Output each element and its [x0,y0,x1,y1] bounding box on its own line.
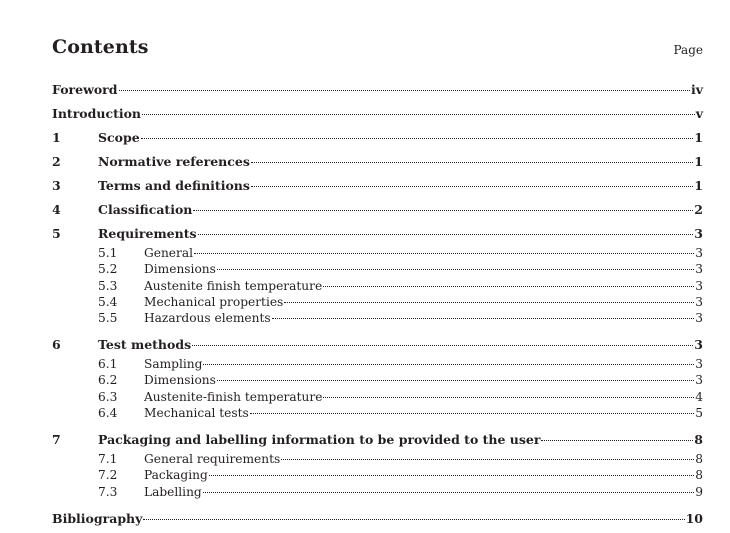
toc-subentry-page: 9 [695,484,703,499]
toc-subentry[interactable] [52,390,703,406]
contents-heading: Contents [52,36,149,58]
toc-subentry-page: 8 [695,452,703,467]
toc-entry-number: 7 [52,432,61,448]
toc-subentry-title[interactable]: General requirements [144,452,281,467]
dot-leader [209,475,694,476]
toc-subentry[interactable] [52,295,703,311]
toc-entry-number: 4 [52,202,61,217]
toc-subentry-page: 4 [695,389,703,404]
dot-leader [192,345,693,346]
toc-entry[interactable] [52,104,703,128]
toc-subentry-number: 5.3 [98,278,118,293]
toc-entry[interactable] [52,80,703,104]
toc-subentry[interactable] [52,279,703,295]
toc-subentry-title[interactable]: General [144,246,193,260]
toc-entry-number: 6 [52,337,61,353]
toc-subentry[interactable] [52,262,703,278]
table-of-contents [52,80,703,533]
toc-subentry-page: 8 [695,468,703,483]
toc-subentry-title[interactable]: Austenite-finish temperature [144,389,323,404]
dot-leader [541,440,693,441]
toc-subentry-title[interactable]: Labelling [144,484,202,499]
toc-entry-title[interactable]: Test methods [98,337,192,353]
toc-entry-page: iv [690,82,703,97]
toc-subentry[interactable] [52,357,703,373]
toc-entry-number: 1 [52,130,61,145]
toc-subentry-title[interactable]: Hazardous elements [144,311,271,326]
toc-subentry[interactable] [52,311,703,335]
toc-entry[interactable] [52,152,703,176]
toc-subentry-number: 6.4 [98,406,118,421]
toc-entry[interactable] [52,335,703,357]
toc-subentry-number: 5.4 [98,294,118,309]
toc-subentry-number: 6.2 [98,373,118,388]
toc-subentry-title[interactable]: Dimensions [144,262,216,277]
dot-leader [193,210,693,211]
toc-entry[interactable] [52,176,703,200]
toc-entry-title[interactable]: Normative references [98,154,250,169]
toc-subentry-number: 5.1 [98,246,118,260]
toc-entry-title[interactable]: Requirements [98,226,197,241]
dot-leader [143,519,684,520]
toc-subentry-page: 5 [695,406,703,421]
contents-page [52,0,703,526]
page-column-label: Page [673,43,703,57]
dot-leader [284,302,694,303]
toc-entry[interactable] [52,509,703,533]
dot-leader [203,364,694,365]
toc-entry-number: 5 [52,226,61,241]
toc-subentry[interactable] [52,468,703,484]
toc-subentry-title[interactable]: Mechanical tests [144,406,249,421]
toc-entry-page: 10 [685,510,703,526]
toc-subentry-title[interactable]: Dimensions [144,373,216,388]
dot-leader [203,492,695,493]
toc-entry-page: 1 [694,154,703,169]
dot-leader [281,459,694,460]
toc-subentry-title[interactable]: Mechanical properties [144,294,284,309]
toc-subentry-page: 3 [695,311,703,326]
dot-leader [119,90,690,91]
toc-entry-title[interactable]: Terms and definitions [98,178,250,193]
toc-entry-page: 1 [694,178,703,193]
toc-subentry-title[interactable]: Packaging [144,468,208,483]
toc-entry-number: 2 [52,154,61,169]
toc-entry-page: 2 [694,202,703,217]
toc-entry-title[interactable]: Bibliography [52,510,143,526]
toc-entry-number: 3 [52,178,61,193]
dot-leader [272,318,695,319]
dot-leader [251,186,693,187]
toc-entry-page: v [695,106,703,121]
toc-entry-title[interactable]: Scope [98,130,140,145]
dot-leader [217,269,694,270]
toc-subentry[interactable] [52,485,703,509]
toc-subentry-number: 5.5 [98,311,118,326]
toc-subentry-number: 6.3 [98,389,118,404]
toc-entry[interactable] [52,430,703,452]
toc-subentry-page: 3 [695,357,703,372]
toc-subentry[interactable] [52,452,703,468]
dot-leader [217,380,694,381]
toc-entry-title[interactable]: Foreword [52,82,118,97]
toc-subentry-number: 7.1 [98,452,118,467]
toc-subentry-title[interactable]: Austenite finish temperature [144,278,323,293]
toc-subentry-page: 3 [695,246,703,260]
toc-subentry[interactable] [52,406,703,430]
toc-subentry-number: 7.3 [98,484,118,499]
toc-entry[interactable] [52,128,703,152]
toc-entry[interactable] [52,224,703,246]
toc-entry-page: 1 [694,130,703,145]
toc-entry-title[interactable]: Packaging and labelling information to be provided to the user [98,432,541,448]
toc-entry-page: 3 [694,226,703,241]
heading-row [52,36,703,62]
toc-entry[interactable] [52,200,703,224]
toc-subentry-page: 3 [695,294,703,309]
toc-subentry-title[interactable]: Sampling [144,357,203,372]
dot-leader [142,114,695,115]
toc-subentry-page: 3 [695,373,703,388]
toc-entry-title[interactable]: Classification [98,202,193,217]
toc-subentry-page: 3 [695,278,703,293]
dot-leader [323,397,694,398]
toc-subentry[interactable] [52,373,703,389]
dot-leader [251,162,693,163]
dot-leader [250,413,694,414]
dot-leader [141,138,694,139]
toc-entry-page: 3 [694,337,703,353]
toc-subentry-page: 3 [695,262,703,277]
dot-leader [198,234,694,235]
dot-leader [194,253,694,254]
toc-subentry-number: 7.2 [98,468,118,483]
toc-subentry-number: 5.2 [98,262,118,277]
toc-entry-title[interactable]: Introduction [52,106,142,121]
dot-leader [323,286,694,287]
toc-entry-page: 8 [694,432,703,448]
toc-subentry[interactable] [52,246,703,262]
toc-subentry-number: 6.1 [98,357,118,372]
